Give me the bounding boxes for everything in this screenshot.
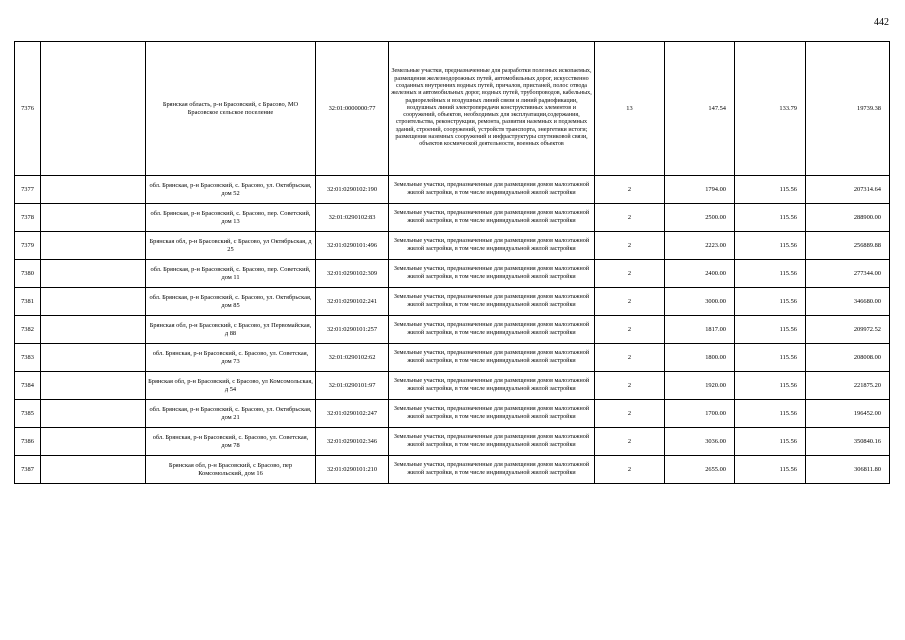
specific-cost-cell: 115.56 <box>735 176 806 204</box>
area-cell: 147.54 <box>665 42 735 176</box>
cadastral-number-cell: 32:01:0290102:83 <box>316 204 389 232</box>
row-number: 7380 <box>15 260 41 288</box>
specific-cost-cell: 115.56 <box>735 232 806 260</box>
area-cell: 2400.00 <box>665 260 735 288</box>
address-cell: Брянская обл, р-н Брасовский, с Брасово, ул Комсомольская, д 54 <box>146 372 316 400</box>
empty-cell <box>41 316 146 344</box>
row-number: 7376 <box>15 42 41 176</box>
empty-cell <box>41 232 146 260</box>
land-use-cell: Земельные участки, предназначенные для размещения домов малоэтажной жилой застройки, в том числе индивидуальной жилой застройки <box>389 288 595 316</box>
cadastral-number-cell: 32:01:0290101:97 <box>316 372 389 400</box>
address-cell: Брянская обл, р-н Брасовский, с Брасово, ул Первомайская, д 88 <box>146 316 316 344</box>
land-use-cell: Земельные участки, предназначенные для размещения домов малоэтажной жилой застройки, в том числе индивидуальной жилой застройки <box>389 428 595 456</box>
area-cell: 1800.00 <box>665 344 735 372</box>
address-cell: Брянская обл, р-н Брасовский, с Брасово, ул Октябрьская, д 25 <box>146 232 316 260</box>
empty-cell <box>41 344 146 372</box>
group-cell: 13 <box>595 42 665 176</box>
area-cell: 3036.00 <box>665 428 735 456</box>
address-cell: обл. Брянская, р-н Брасовский, с. Брасово, ул. Советская, дом 73 <box>146 344 316 372</box>
group-cell: 2 <box>595 400 665 428</box>
address-cell: обл. Брянская, р-н Брасовский, с. Брасово, ул. Октябрьская, дом 52 <box>146 176 316 204</box>
group-cell: 2 <box>595 316 665 344</box>
specific-cost-cell: 115.56 <box>735 400 806 428</box>
area-cell: 1794.00 <box>665 176 735 204</box>
group-cell: 2 <box>595 204 665 232</box>
land-use-cell: Земельные участки, предназначенные для размещения домов малоэтажной жилой застройки, в том числе индивидуальной жилой застройки <box>389 400 595 428</box>
cadastral-value-cell: 346680.00 <box>806 288 890 316</box>
table-row <box>15 42 890 176</box>
table-row <box>15 204 890 232</box>
table-row <box>15 372 890 400</box>
cadastral-number-cell: 32:01:0290101:257 <box>316 316 389 344</box>
address-cell: Брянская обл, р-н Брасовский, с Брасово, пер Комсомольский, дом 16 <box>146 456 316 484</box>
cadastral-value-cell: 19739.38 <box>806 42 890 176</box>
row-number: 7377 <box>15 176 41 204</box>
area-cell: 1920.00 <box>665 372 735 400</box>
empty-cell <box>41 400 146 428</box>
area-cell: 2223.00 <box>665 232 735 260</box>
cadastral-value-cell: 350840.16 <box>806 428 890 456</box>
empty-cell <box>41 372 146 400</box>
specific-cost-cell: 115.56 <box>735 288 806 316</box>
group-cell: 2 <box>595 456 665 484</box>
cadastral-number-cell: 32:01:0290102:190 <box>316 176 389 204</box>
area-cell: 1817.00 <box>665 316 735 344</box>
area-cell: 2500.00 <box>665 204 735 232</box>
cadastral-number-cell: 32:01:0290102:309 <box>316 260 389 288</box>
specific-cost-cell: 115.56 <box>735 316 806 344</box>
cadastral-number-cell: 32:01:0290102:346 <box>316 428 389 456</box>
address-cell: Брянская область, р-н Брасовский, с Брасово, МО Брасовское сельское поселение <box>146 42 316 176</box>
specific-cost-cell: 115.56 <box>735 204 806 232</box>
specific-cost-cell: 115.56 <box>735 456 806 484</box>
row-number: 7385 <box>15 400 41 428</box>
group-cell: 2 <box>595 260 665 288</box>
empty-cell <box>41 42 146 176</box>
cadastral-number-cell: 32:01:0290102:247 <box>316 400 389 428</box>
cadastral-value-cell: 207314.64 <box>806 176 890 204</box>
land-use-cell: Земельные участки, предназначенные для размещения домов малоэтажной жилой застройки, в том числе индивидуальной жилой застройки <box>389 316 595 344</box>
cadastral-number-cell: 32:01:0290102:241 <box>316 288 389 316</box>
land-use-cell: Земельные участки, предназначенные для размещения домов малоэтажной жилой застройки, в том числе индивидуальной жилой застройки <box>389 456 595 484</box>
group-cell: 2 <box>595 176 665 204</box>
specific-cost-cell: 115.56 <box>735 344 806 372</box>
page-number: 442 <box>874 17 889 28</box>
row-number: 7379 <box>15 232 41 260</box>
address-cell: обл. Брянская, р-н Брасовский, с. Брасово, пер. Советский, дом 13 <box>146 204 316 232</box>
row-number: 7381 <box>15 288 41 316</box>
specific-cost-cell: 133.79 <box>735 42 806 176</box>
cadastral-value-cell: 196452.00 <box>806 400 890 428</box>
cadastral-value-table <box>14 41 890 484</box>
address-cell: обл. Брянская, р-н Брасовский, с. Брасово, ул. Советская, дом 78 <box>146 428 316 456</box>
table-row <box>15 260 890 288</box>
area-cell: 1700.00 <box>665 400 735 428</box>
row-number: 7384 <box>15 372 41 400</box>
cadastral-value-cell: 221875.20 <box>806 372 890 400</box>
table-row <box>15 400 890 428</box>
empty-cell <box>41 456 146 484</box>
group-cell: 2 <box>595 428 665 456</box>
table-row <box>15 344 890 372</box>
cadastral-number-cell: 32:01:0000000:77 <box>316 42 389 176</box>
empty-cell <box>41 204 146 232</box>
land-use-cell: Земельные участки, предназначенные для размещения домов малоэтажной жилой застройки, в том числе индивидуальной жилой застройки <box>389 372 595 400</box>
group-cell: 2 <box>595 344 665 372</box>
table-row <box>15 316 890 344</box>
cadastral-value-cell: 306811.80 <box>806 456 890 484</box>
area-cell: 2655.00 <box>665 456 735 484</box>
cadastral-value-cell: 209972.52 <box>806 316 890 344</box>
table-row <box>15 232 890 260</box>
cadastral-value-cell: 208008.00 <box>806 344 890 372</box>
cadastral-number-cell: 32:01:0290101:210 <box>316 456 389 484</box>
address-cell: обл. Брянская, р-н Брасовский, с. Брасово, ул. Октябрьская, дом 21 <box>146 400 316 428</box>
cadastral-value-cell: 256889.88 <box>806 232 890 260</box>
cadastral-value-cell: 277344.00 <box>806 260 890 288</box>
table-row <box>15 456 890 484</box>
land-use-cell: Земельные участки, предназначенные для размещения домов малоэтажной жилой застройки, в том числе индивидуальной жилой застройки <box>389 344 595 372</box>
land-use-cell: Земельные участки, предназначенные для размещения домов малоэтажной жилой застройки, в том числе индивидуальной жилой застройки <box>389 204 595 232</box>
specific-cost-cell: 115.56 <box>735 260 806 288</box>
land-use-cell: Земельные участки, предназначенные для размещения домов малоэтажной жилой застройки, в том числе индивидуальной жилой застройки <box>389 232 595 260</box>
group-cell: 2 <box>595 372 665 400</box>
group-cell: 2 <box>595 288 665 316</box>
table-row <box>15 176 890 204</box>
table-body <box>15 42 890 484</box>
specific-cost-cell: 115.56 <box>735 372 806 400</box>
land-use-cell: Земельные участки, предназначенные для разработки полезных ископаемых, размещения железнодорожных путей, автомобильных дорог, искусственно созданных внутренних водных путей, причалов, пристаней, полос отвода железных и автомобильных дорог, водных путей, трубопроводов, кабельных, радиорелейных и воздушных линий связи и линий радиофикации, воздушных линий электропередачи конструктивных элементов и сооружений, объектов, необходимых для эксплуатации,содержания, строительства, реконструкции, ремонта, развития наземных и подземных зданий, строений, сооружений, устройств транспорта, энергетики истоги; размещения наземных сооружений и инфраструктуры спутниковой связи, объектов космической деятельности, военных объектов <box>389 42 595 176</box>
address-cell: обл. Брянская, р-н Брасовский, с. Брасово, ул. Октябрьская, дом 85 <box>146 288 316 316</box>
cadastral-number-cell: 32:01:0290101:496 <box>316 232 389 260</box>
cadastral-value-cell: 288900.00 <box>806 204 890 232</box>
area-cell: 3000.00 <box>665 288 735 316</box>
specific-cost-cell: 115.56 <box>735 428 806 456</box>
empty-cell <box>41 288 146 316</box>
row-number: 7383 <box>15 344 41 372</box>
table-row <box>15 288 890 316</box>
empty-cell <box>41 176 146 204</box>
row-number: 7382 <box>15 316 41 344</box>
group-cell: 2 <box>595 232 665 260</box>
table-row <box>15 428 890 456</box>
empty-cell <box>41 428 146 456</box>
row-number: 7386 <box>15 428 41 456</box>
land-use-cell: Земельные участки, предназначенные для размещения домов малоэтажной жилой застройки, в том числе индивидуальной жилой застройки <box>389 260 595 288</box>
row-number: 7387 <box>15 456 41 484</box>
empty-cell <box>41 260 146 288</box>
row-number: 7378 <box>15 204 41 232</box>
land-use-cell: Земельные участки, предназначенные для размещения домов малоэтажной жилой застройки, в том числе индивидуальной жилой застройки <box>389 176 595 204</box>
address-cell: обл. Брянская, р-н Брасовский, с. Брасово, пер. Советский, дом 11 <box>146 260 316 288</box>
cadastral-number-cell: 32:01:0290102:62 <box>316 344 389 372</box>
